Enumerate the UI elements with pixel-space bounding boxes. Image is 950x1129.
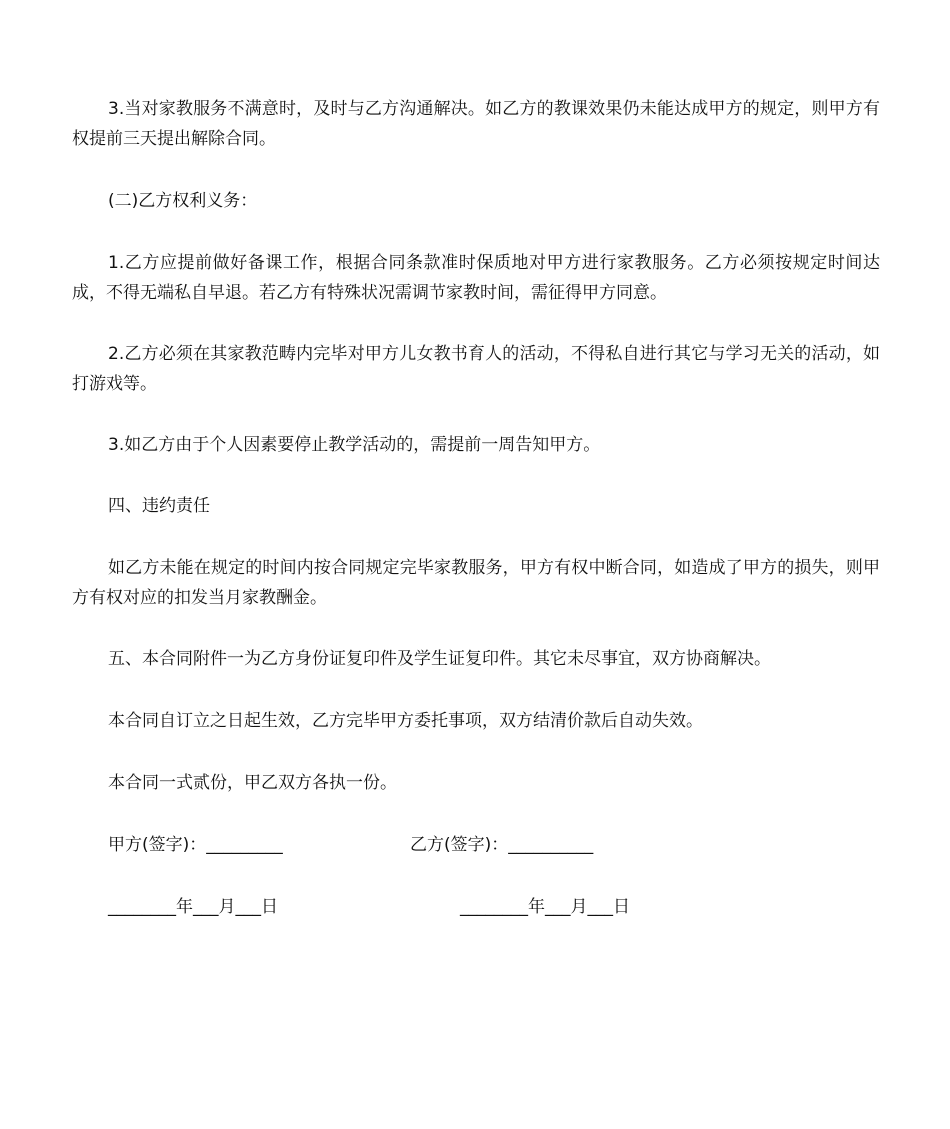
signature-party-b: 乙方(签字)：__________ xyxy=(410,835,594,855)
paragraph-party-b-item-2: 2.乙方必须在其家教范畴内完毕对甲方儿女教书育人的活动，不得私自进行其它与学习无关的活动，如打游戏等。 xyxy=(72,344,880,394)
paragraph-party-b-item-1: 1.乙方应提前做好备课工作，根据合同条款准时保质地对甲方进行家教服务。乙方必须按规定时间达成，不得无端私自早退。若乙方有特殊状况需调节家教时间，需征得甲方同意。 xyxy=(72,253,880,303)
date-party-a: ________年___月___日 xyxy=(108,897,278,917)
section-heading-breach-liability: 四、违约责任 xyxy=(108,496,210,516)
paragraph-breach-liability: 如乙方未能在规定的时间内按合同规定完毕家教服务，甲方有权中断合同，如造成了甲方的损失，则甲方有权对应的扣发当月家教酬金。 xyxy=(72,558,880,608)
paragraph-party-b-item-3: 3.如乙方由于个人因素要停止教学活动的，需提前一周告知甲方。 xyxy=(108,435,601,455)
signature-party-a: 甲方(签字)：_________ xyxy=(108,835,283,855)
section-heading-party-b-rights: (二)乙方权利义务： xyxy=(108,191,258,211)
paragraph-effective-clause: 本合同自订立之日起生效，乙方完毕甲方委托事项，双方结清价款后自动失效。 xyxy=(108,711,703,731)
paragraph-party-a-item-3: 3.当对家教服务不满意时，及时与乙方沟通解决。如乙方的教课效果仍未能达成甲方的规定，则甲方有权提前三天提出解除合同。 xyxy=(72,99,880,149)
paragraph-section-five: 五、本合同附件一为乙方身份证复印件及学生证复印件。其它未尽事宜，双方协商解决。 xyxy=(108,649,771,669)
paragraph-copies-clause: 本合同一式贰份，甲乙双方各执一份。 xyxy=(108,773,397,793)
date-party-b: ________年___月___日 xyxy=(460,897,630,917)
